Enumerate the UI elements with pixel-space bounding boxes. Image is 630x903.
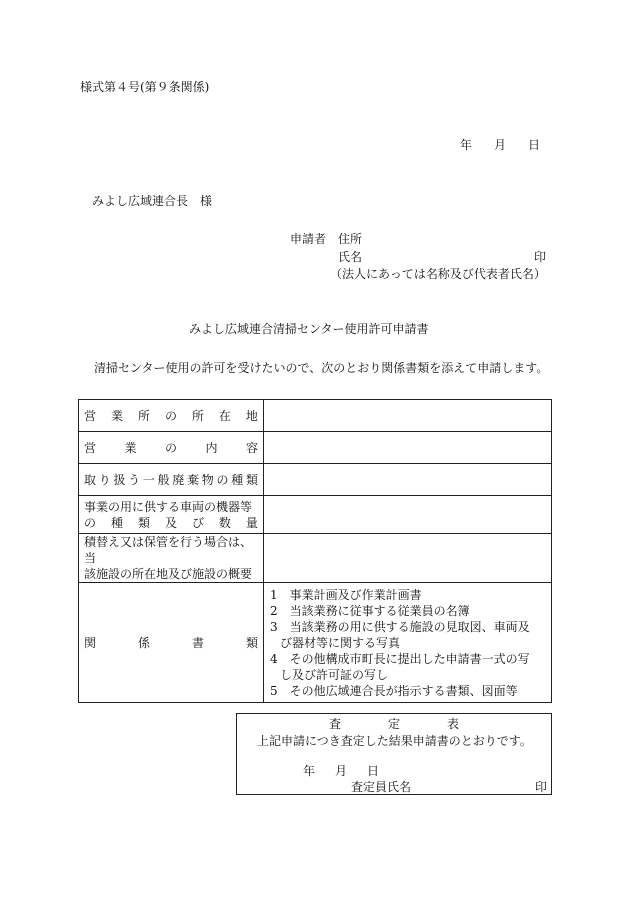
list-item: 5 その他広域連合長が指示する書類、図面等	[270, 683, 518, 698]
business-location-value[interactable]	[264, 400, 552, 432]
table-row	[79, 400, 552, 432]
business-location-label: 営 業 所 の 所 在 地	[79, 400, 264, 432]
table-row	[79, 583, 552, 703]
storage-facility-label: 積替え又は保管を行う場合は、当 該施設の所在地及び施設の概要	[79, 534, 264, 583]
date-year: 年	[460, 138, 473, 152]
applicant-address-label: 申請者 住所	[290, 232, 363, 246]
assessor-seal: 印	[534, 780, 547, 794]
storage-facility-value[interactable]	[264, 534, 552, 583]
applicant-seal: 印	[534, 250, 547, 264]
assessor-name-label: 査定員氏名	[351, 780, 412, 794]
assessment-date: 年 月 日	[303, 764, 380, 778]
vehicle-equipment-label: 事業の用に供する車両の機器等 の 種 類 及 び 数 量	[79, 496, 264, 534]
application-table	[78, 399, 552, 703]
table-row	[79, 534, 552, 583]
document-title: みよし広域連合清掃センター使用許可申請書	[189, 322, 429, 336]
addressee: みよし広域連合長 様	[92, 194, 213, 208]
applicant-name-label: 氏名	[338, 250, 363, 264]
list-item: し及び許可証の写し	[280, 667, 389, 682]
related-documents-list	[264, 583, 552, 703]
table-row	[79, 432, 552, 464]
assessment-text: 上記申請につき査定した結果申請書のとおりです。	[257, 734, 532, 748]
corporate-note: （法人にあっては名称及び代表者氏名）	[330, 267, 546, 281]
vehicle-equipment-value[interactable]	[264, 496, 552, 534]
list-item: び器材等に関する写真	[280, 635, 401, 650]
form-number: 様式第４号(第９条関係)	[80, 80, 210, 94]
list-item: 2 当該業務に従事する従業員の名簿	[270, 603, 470, 618]
list-item: 3 当該業務の用に供する施設の見取図、車両及	[270, 619, 530, 634]
business-content-label: 営 業 の 内 容	[79, 432, 264, 464]
list-item: 1 事業計画及び作業計画書	[270, 587, 422, 602]
intro-paragraph: 清掃センター使用の許可を受けたいので、次のとおり関係書類を添えて申請します。	[94, 361, 549, 375]
related-documents-label: 関 係 書 類	[79, 583, 264, 703]
table-row	[79, 464, 552, 496]
date-line	[460, 137, 540, 153]
waste-type-label: 取 り 扱 う 一 般 廃 棄 物 の 種 類	[79, 464, 264, 496]
waste-type-value[interactable]	[264, 464, 552, 496]
list-item: 4 その他構成市町長に提出した申請書一式の写	[270, 651, 530, 666]
business-content-value[interactable]	[264, 432, 552, 464]
date-month: 月	[494, 138, 507, 152]
date-day: 日	[528, 138, 541, 152]
table-row	[79, 496, 552, 534]
assessment-box	[236, 713, 552, 795]
assessment-title: 査 定 表	[329, 717, 459, 731]
